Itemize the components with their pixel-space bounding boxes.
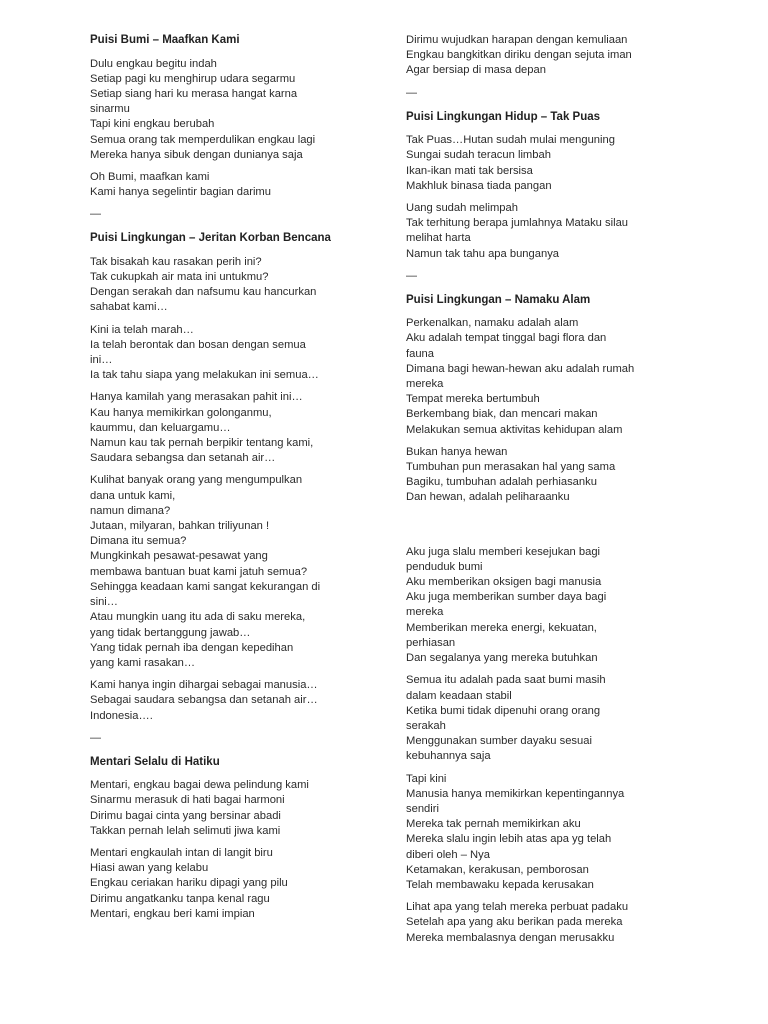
poem-line: Jutaan, milyaran, bahkan triliyunan !	[90, 520, 270, 533]
poem-line: Dirimu bagai cinta yang bersinar abadi	[90, 809, 281, 822]
poem-line: Oh Bumi, maafkan kami	[90, 170, 210, 183]
stanza	[90, 170, 380, 200]
poem-line: sini…	[90, 596, 118, 609]
poem-line: Sinarmu merasuk di hati bagai harmoni	[90, 794, 285, 807]
poem-line: Aku juga slalu memberi kesejukan bagi	[406, 545, 601, 558]
stanza	[90, 255, 380, 316]
poem-line: Dengan serakah dan nafsumu kau hancurkan	[90, 286, 317, 299]
separator: —	[406, 269, 417, 282]
poem-line: Engkau bangkitkan diriku dengan sejuta iman	[406, 49, 632, 62]
stanza	[406, 33, 696, 79]
poem-line: namun dimana?	[90, 504, 171, 517]
poem-title: Mentari Selalu di Hatiku	[90, 755, 220, 768]
poem-line: Ia telah berontak dan bosan dengan semua	[90, 338, 306, 351]
poem-line: Indonesia….	[90, 709, 153, 722]
poem-line: Hiasi awan yang kelabu	[90, 862, 209, 875]
poem-line: Dimana bagi hewan-hewan aku adalah rumah	[406, 362, 635, 375]
poem-line: Tak bisakah kau rasakan perih ini?	[90, 255, 262, 268]
poem-title: Puisi Bumi – Maafkan Kami	[90, 34, 240, 46]
poem-line: Engkau ceriakan hariku dipagi yang pilu	[90, 877, 288, 890]
poem-line: perhiasan	[406, 636, 456, 649]
poem-line: Ia tak tahu siapa yang melakukan ini semua…	[90, 369, 319, 382]
poem-line: fauna	[406, 347, 434, 360]
poem-line: Mereka tak pernah memikirkan aku	[406, 818, 581, 831]
poem-line: Mereka slalu ingin lebih atas apa yg telah	[406, 833, 612, 846]
poem-line: dana untuk kami,	[90, 489, 176, 502]
poem-line: kebuhannya saja	[406, 750, 491, 763]
right-column	[406, 33, 696, 953]
stanza	[90, 473, 380, 671]
stanza	[406, 133, 696, 194]
poem-title: Puisi Lingkungan – Namaku Alam	[406, 293, 591, 306]
poem-line: Kulihat banyak orang yang mengumpulkan	[90, 474, 303, 487]
stanza	[406, 316, 696, 438]
poem-line: mereka	[406, 606, 444, 619]
poem-line: Dan segalanya yang mereka butuhkan	[406, 652, 598, 665]
stanza	[90, 778, 380, 839]
poem-line: ini…	[90, 354, 113, 367]
poem-line: Kau hanya memikirkan golonganmu,	[90, 406, 272, 419]
stanza	[90, 57, 380, 163]
poem-line: Memberikan mereka energi, kekuatan,	[406, 621, 597, 634]
poem-line: dalam keadaan stabil	[406, 689, 512, 702]
poem-line: Mentari, engkau beri kami impian	[90, 907, 255, 920]
poem-line: Aku juga memberikan sumber daya bagi	[406, 591, 607, 604]
poem-line: Bukan hanya hewan	[406, 445, 508, 458]
poem-line: Mentari, engkau bagai dewa pelindung kami	[90, 779, 309, 792]
blank-gap	[406, 513, 696, 545]
stanza	[406, 772, 696, 894]
poem-line: Bagiku, tumbuhan adalah perhiasanku	[406, 476, 597, 489]
poem-line: Tempat mereka bertumbuh	[406, 393, 540, 406]
poem-line: diberi oleh – Nya	[406, 848, 490, 861]
poem-line: Tak terhitung berapa jumlahnya Mataku silau	[406, 217, 629, 230]
separator: —	[90, 208, 101, 221]
poem-line: Menggunakan sumber dayaku sesuai	[406, 735, 592, 748]
stanza	[90, 678, 380, 724]
poem-line: kaummu, dan keluargamu…	[90, 421, 231, 434]
poem-line: Sebagai saudara sebangsa dan setanah air…	[90, 694, 318, 707]
poem-line: Atau mungkin uang itu ada di saku mereka,	[90, 611, 306, 624]
poem-line: sendiri	[406, 802, 439, 815]
stanza	[90, 846, 380, 922]
poem-line: Semua orang tak memperdulikan engkau lagi	[90, 133, 316, 146]
poem-line: Dan hewan, adalah peliharaanku	[406, 491, 570, 504]
poem-line: serakah	[406, 719, 446, 732]
poem-line: Mereka hanya sibuk dengan dunianya saja	[90, 148, 303, 161]
poem-line: Mereka membalasnya dengan merusakku	[406, 931, 615, 944]
poem-line: Hanya kamilah yang merasakan pahit ini…	[90, 391, 303, 404]
stanza	[406, 673, 696, 764]
stanza	[406, 201, 696, 262]
poem-line: Uang sudah melimpah	[406, 201, 518, 214]
poem-line: Sehingga keadaan kami sangat kekurangan di	[90, 580, 321, 593]
poem-line: Setiap siang hari ku merasa hangat karna	[90, 87, 298, 100]
poem-line: Kami hanya segelintir bagian darimu	[90, 186, 271, 199]
poem-line: Tak Puas…Hutan sudah mulai menguning	[406, 134, 615, 147]
poem-line: Sungai sudah teracun limbah	[406, 149, 551, 162]
poem-line: sinarmu	[90, 103, 130, 116]
poem-line: mereka	[406, 378, 444, 391]
separator: —	[406, 86, 417, 99]
stanza	[406, 445, 696, 506]
poem-line: Lihat apa yang telah mereka perbuat padaku	[406, 901, 629, 914]
poem-line: Manusia hanya memikirkan kepentingannya	[406, 787, 625, 800]
poem-line: Aku memberikan oksigen bagi manusia	[406, 576, 602, 589]
stanza	[406, 545, 696, 667]
poem-line: Tapi kini	[406, 772, 447, 785]
poem-line: Kini ia telah marah…	[90, 323, 194, 336]
poem-line: membawa bantuan buat kami jatuh semua?	[90, 565, 308, 578]
poem-line: sahabat kami…	[90, 301, 168, 314]
stanza	[90, 323, 380, 384]
poem-line: Tak cukupkah air mata ini untukmu?	[90, 271, 269, 284]
poem-line: Semua itu adalah pada saat bumi masih	[406, 674, 606, 687]
poem-line: Dirimu wujudkan harapan dengan kemuliaan	[406, 34, 628, 46]
poem-line: Ikan-ikan mati tak bersisa	[406, 164, 533, 177]
poem-line: Setiap pagi ku menghirup udara segarmu	[90, 72, 296, 85]
poem-line: Setelah apa yang aku berikan pada mereka	[406, 916, 623, 929]
poem-title: Puisi Lingkungan – Jeritan Korban Bencana	[90, 232, 331, 245]
poem-line: Ketamakan, kerakusan, pemborosan	[406, 863, 589, 876]
poem-line: Tumbuhan pun merasakan hal yang sama	[406, 461, 616, 474]
poem-line: Agar bersiap di masa depan	[406, 64, 546, 77]
poem-line: Dirimu angatkanku tanpa kenal ragu	[90, 892, 270, 905]
poem-line: melihat harta	[406, 232, 471, 245]
poem-line: Perkenalkan, namaku adalah alam	[406, 317, 579, 330]
poem-line: Takkan pernah lelah selimuti jiwa kami	[90, 824, 281, 837]
poem-line: Tapi kini engkau berubah	[90, 118, 215, 131]
poem-line: Telah membawaku kepada kerusakan	[406, 878, 594, 891]
poem-line: Makhluk binasa tiada pangan	[406, 179, 552, 192]
stanza	[406, 900, 696, 946]
poem-line: Yang tidak pernah iba dengan kepedihan	[90, 641, 294, 654]
poem-line: yang kami rasakan…	[90, 656, 196, 669]
left-column	[90, 33, 380, 929]
poem-line: Mungkinkah pesawat-pesawat yang	[90, 550, 268, 563]
poem-line: Aku adalah tempat tinggal bagi flora dan	[406, 332, 607, 345]
poem-line: Namun tak tahu apa bunganya	[406, 247, 560, 260]
poem-line: Dimana itu semua?	[90, 535, 187, 548]
poem-line: Dulu engkau begitu indah	[90, 57, 217, 70]
poem-line: Berkembang biak, dan mencari makan	[406, 408, 598, 421]
poem-line: Kami hanya ingin dihargai sebagai manusia…	[90, 679, 318, 692]
poem-line: Melakukan semua aktivitas kehidupan alam	[406, 423, 623, 436]
poem-line: Ketika bumi tidak dipenuhi orang orang	[406, 704, 601, 717]
poem-line: Namun kau tak pernah berpikir tentang kami,	[90, 437, 314, 450]
stanza	[90, 390, 380, 466]
poem-line: penduduk bumi	[406, 560, 483, 573]
poem-title: Puisi Lingkungan Hidup – Tak Puas	[406, 110, 601, 123]
poem-line: Saudara sebangsa dan setanah air…	[90, 452, 276, 465]
poem-line: Mentari engkaulah intan di langit biru	[90, 847, 273, 860]
poem-line: yang tidak bertanggung jawab…	[90, 626, 251, 639]
separator: —	[90, 731, 101, 744]
